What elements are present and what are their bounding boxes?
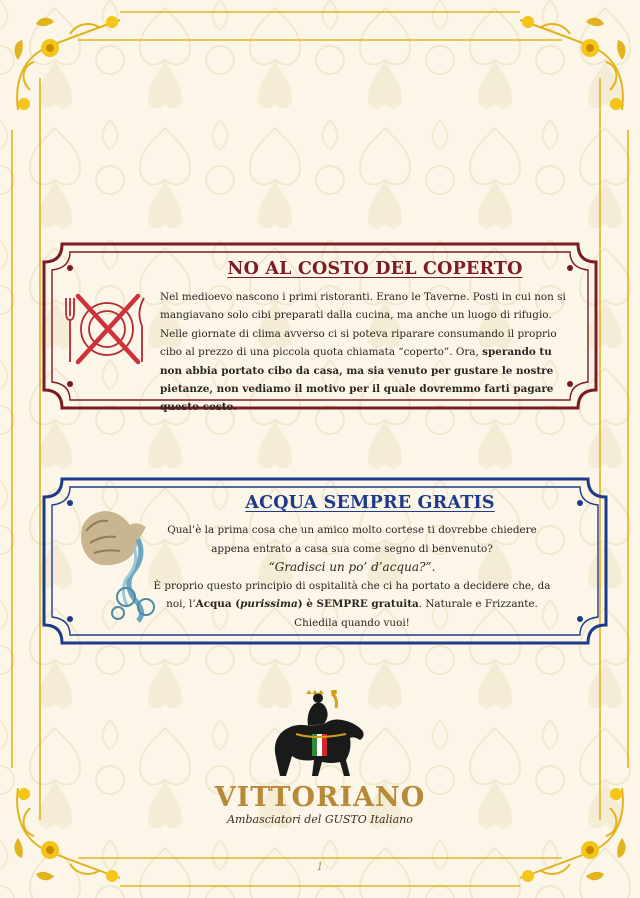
acqua-quote: “Gradisci un po’ d’acqua?”. (268, 560, 436, 575)
acqua-policy-intro: È proprio questo principio di ospitalità che ci ha portato a decidere che, da noi, l’ (153, 579, 551, 611)
acqua-bold-1: Acqua ( (195, 598, 241, 611)
crossed-plate-cutlery-icon (64, 292, 150, 366)
acqua-bold-italic: purissima (240, 598, 298, 611)
acqua-section (40, 475, 610, 647)
coperto-title: NO AL COSTO DEL COPERTO (227, 259, 523, 279)
acqua-bold-2: ) è SEMPRE gratuita (297, 598, 419, 611)
corner-flower-ornament (15, 16, 120, 110)
acqua-after-bold: . Naturale e Frizzante. (418, 598, 538, 611)
coperto-section (40, 240, 600, 412)
knight-on-horse-logo (266, 690, 374, 780)
page-number: 1 (316, 860, 324, 873)
coperto-text-bold: sperando tu non abbia portato cibo da casa, ma sia venuto per gustare le nostre pietanze, non vediamo il motivo per il quale dovremmo farti pagare questo costo. (160, 346, 554, 414)
pouring-jug-icon (76, 497, 160, 623)
acqua-question: Qual’è la prima cosa che un amico molto cortese ti dovrebbe chiedere appena entrato a casa sua come segno di benvenuto? (167, 524, 537, 555)
acqua-text (152, 521, 552, 633)
acqua-closing: Chiedila quando vuoi! (294, 616, 410, 629)
coperto-text (160, 288, 568, 417)
acqua-title: ACQUA SEMPRE GRATIS (245, 493, 495, 513)
brand-name: VITTORIANO (214, 782, 426, 813)
coperto-text-intro: Nel medioevo nascono i primi ristoranti. Erano le Taverne. Posti in cui non si mangiavano solo cibi preparati dalla cucina, ma anche un luogo di rifugio. Nelle giornate di clima avverso ci si poteva riparare consumando il proprio cibo al prezzo di una piccola quota chiamata “coperto”. Ora, (160, 291, 566, 359)
brand-tagline: Ambasciatori del GUSTO Italiano (227, 813, 413, 826)
